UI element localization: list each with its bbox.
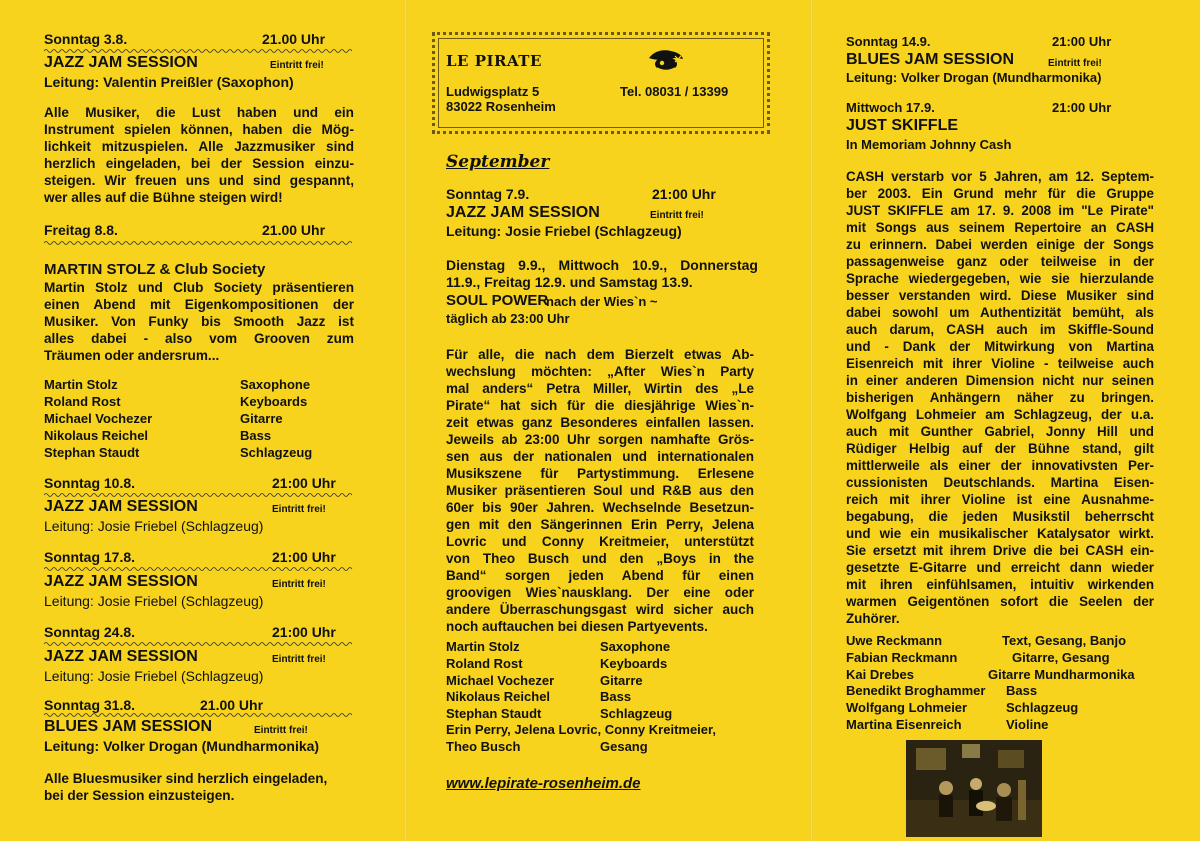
event-title: JAZZ JAM SESSION — [44, 648, 198, 665]
musician-name: Martin Stolz — [44, 377, 118, 392]
event-leader: Leitung: Josie Friebel (Schlagzeug) — [44, 593, 264, 609]
event-date: Sonntag 24.8. — [44, 624, 136, 640]
event-date: Freitag 8.8. — [44, 222, 118, 238]
pirate-logo-icon — [645, 46, 687, 74]
text-line: Musiker präsentieren Soul und R&B aus den — [446, 483, 754, 498]
text-line: Instrument spielen können, haben die Mög- — [44, 122, 354, 137]
musician-name: Michael Vochezer — [44, 411, 153, 426]
musician-name: Nikolaus Reichel — [44, 428, 149, 443]
fold-line — [404, 0, 407, 841]
event-time: 21:00 Uhr — [1052, 100, 1112, 115]
text-line: Dienstag 9.9., Mittwoch 10.9., Donnerstag — [446, 257, 758, 273]
musician-name: Stephan Staudt — [44, 445, 140, 460]
musician-instrument: Gitarre Mundharmonika — [988, 667, 1135, 682]
venue-name: LE PIRATE — [446, 52, 542, 70]
event-time: 21.00 Uhr — [262, 31, 326, 47]
event-time: 21:00 Uhr — [1052, 34, 1112, 49]
event-time: 21:00 Uhr — [652, 186, 716, 202]
musician-instrument: Gitarre — [600, 673, 643, 688]
text-line: begabung, die jeden Musikstil beherrscht — [846, 509, 1154, 524]
event-dates — [446, 257, 758, 291]
event-subtitle: nach der Wies`n ~ — [546, 294, 658, 309]
venue-box — [432, 32, 770, 134]
text-line: Wolfgang Lohmeier am Schlagzeug, der u.a. — [846, 407, 1154, 422]
text-line: Alle Musiker, die Lust haben und ein — [44, 105, 354, 120]
text-line: CASH verstarb vor 5 Jahren, am 12. Septem- — [846, 169, 1154, 184]
event-title: BLUES JAM SESSION — [846, 51, 1015, 68]
musician-instrument: Saxophone — [600, 639, 671, 654]
text-line: mittlerweile als einer der innovativsten Per- — [846, 458, 1154, 473]
event-date: Sonntag 14.9. — [846, 34, 931, 49]
singers-line: Erin Perry, Jelena Lovric, Conny Kreitmeier, — [446, 722, 716, 737]
venue-street: Ludwigsplatz 5 — [446, 84, 540, 99]
text-line: wechslung möchten: „After Wies`n Party — [446, 364, 754, 379]
text-line: warmen Geigentönen sofort die Seelen der — [846, 594, 1154, 609]
event-time: täglich ab 23:00 Uhr — [446, 311, 570, 326]
event-description — [44, 104, 354, 206]
wavy-divider — [44, 641, 354, 647]
text-line: gen mit den Sängerinnen Erin Perry, Jelena — [446, 517, 754, 532]
text-line: dabei sowohl um Authentizität bemüht, als — [846, 305, 1154, 320]
musician-name: Wolfgang Lohmeier — [846, 700, 968, 715]
text-line: passagenweise ganz oder teilweise in der — [846, 254, 1154, 269]
free-entry: Eintritt frei! — [1048, 58, 1102, 69]
musician-instrument: Gitarre, Gesang — [1012, 650, 1110, 665]
text-line: noch auftauchen bei diesen Partyevents. — [446, 619, 708, 634]
event-time: 21.00 Uhr — [262, 222, 326, 238]
musician-name: Benedikt Broghammer — [846, 683, 986, 698]
event-title: JAZZ JAM SESSION — [446, 204, 600, 221]
event-leader: Leitung: Josie Friebel (Schlagzeug) — [446, 223, 682, 239]
fold-line — [810, 0, 813, 841]
text-line: und wie ein musikalischer Katalysator wirkt. — [846, 526, 1154, 541]
event-leader: Leitung: Volker Drogan (Mundharmonika) — [44, 738, 320, 754]
event-time: 21:00 Uhr — [272, 549, 336, 565]
text-line: von Theo Busch und den „Boys in the — [446, 551, 754, 566]
event-description — [44, 770, 364, 804]
free-entry: Eintritt frei! — [272, 654, 326, 665]
text-line: zu erinnern. Dabei werden einige der Songs — [846, 237, 1154, 252]
text-line: steigen. Wir freuen uns und sind gespannt, — [44, 173, 354, 188]
musician-instrument: Keyboards — [240, 394, 308, 409]
musician-name: Fabian Reckmann — [846, 650, 958, 665]
text-line: Für alle, die nach dem Bierzelt etwas Ab- — [446, 347, 754, 362]
venue-phone: Tel. 08031 / 13399 — [620, 84, 729, 99]
event-title: JAZZ JAM SESSION — [44, 54, 198, 71]
text-line: herzlich eingeladen, bei der Session einzu- — [44, 156, 354, 171]
text-line: andere Überraschungsgast wird sicher auch — [446, 602, 754, 617]
text-line: mit Songs aus seinem Repertoire an CASH — [846, 220, 1154, 235]
musician-name: Roland Rost — [44, 394, 121, 409]
event-description — [44, 279, 354, 364]
musician-name: Nikolaus Reichel — [446, 689, 551, 704]
musician-instrument: Text, Gesang, Banjo — [1002, 633, 1127, 648]
musician-name: Kai Drebes — [846, 667, 914, 682]
event-description — [446, 346, 754, 635]
event-title: JAZZ JAM SESSION — [44, 498, 198, 515]
text-line: 11.9., Freitag 12.9. und Samstag 13.9. — [446, 274, 693, 290]
free-entry: Eintritt frei! — [272, 504, 326, 515]
musician-instrument: Saxophone — [240, 377, 311, 392]
event-date: Sonntag 7.9. — [446, 186, 530, 202]
band-photo — [906, 740, 1042, 837]
event-title: MARTIN STOLZ & Club Society — [44, 261, 266, 278]
musician-name: Roland Rost — [446, 656, 523, 671]
text-line: cussionisten Deutschlands. Martina Eisen- — [846, 475, 1154, 490]
text-line: in einer anderen Dimension nicht nur seinen — [846, 373, 1154, 388]
text-line: Sprache wiedergegeben, wie sie hierzulande — [846, 271, 1154, 286]
text-line: Träumen oder andersrum... — [44, 348, 220, 363]
musician-name: Martina Eisenreich — [846, 717, 962, 732]
text-line: Rüdiger Helbig auf der Bühne stand, gilt — [846, 441, 1154, 456]
musician-name: Uwe Reckmann — [846, 633, 943, 648]
event-date: Sonntag 31.8. — [44, 697, 136, 713]
wavy-divider — [44, 566, 354, 572]
text-line: groovigen Wies`nausklang. Der eine oder — [446, 585, 754, 600]
event-leader: Leitung: Valentin Preißler (Saxophon) — [44, 74, 294, 90]
event-title: JUST SKIFFLE — [846, 117, 959, 134]
event-subtitle: In Memoriam Johnny Cash — [846, 137, 1012, 152]
event-date: Sonntag 10.8. — [44, 475, 136, 491]
event-time: 21.00 Uhr — [200, 697, 264, 713]
event-leader: Leitung: Volker Drogan (Mundharmonika) — [846, 70, 1102, 85]
event-leader: Leitung: Josie Friebel (Schlagzeug) — [44, 518, 264, 534]
text-line: 60er bis 90er Jahren. Wechselnde Besetzun- — [446, 500, 754, 515]
musician-instrument: Bass — [240, 428, 272, 443]
musician-instrument: Gitarre — [240, 411, 283, 426]
event-leader: Leitung: Josie Friebel (Schlagzeug) — [44, 668, 264, 684]
text-line: Eisenreich mit ihrer Violine - teilweise auch — [846, 356, 1154, 371]
text-line: wer alles auf die Bühne steigen wird! — [44, 190, 283, 205]
musician-name: Martin Stolz — [446, 639, 520, 654]
text-line: auch mit Gunther Gabriel, Jonny Hill und — [846, 424, 1154, 439]
event-description — [846, 168, 1154, 627]
text-line: alles dabei - also vom Grooven zum — [44, 331, 354, 346]
text-line: sen aus der nationalen und internationalen — [446, 449, 754, 464]
text-line: Jeweils ab 23:00 Uhr sorgen namhafte Grös- — [446, 432, 754, 447]
musician-instrument: Schlagzeug — [240, 445, 313, 460]
text-line: Alle Bluesmusiker sind herzlich eingeladen, — [44, 771, 328, 786]
text-line: reich mit ihrer Violine ist eine Ausnahme- — [846, 492, 1154, 507]
musician-instrument: Bass — [1006, 683, 1038, 698]
text-line: Musiker. Von Funky bis Smooth Jazz ist — [44, 314, 354, 329]
free-entry: Eintritt frei! — [650, 210, 704, 221]
text-line: einen Abend mit Eigenkompositionen der — [44, 297, 354, 312]
text-line: Band“ sorgen jeden Abend für einen — [446, 568, 754, 583]
venue-city: 83022 Rosenheim — [446, 99, 556, 114]
text-line: Zuhörer. — [846, 611, 900, 626]
event-title: SOUL POWER — [446, 292, 549, 309]
musician-instrument: Schlagzeug — [1006, 700, 1079, 715]
text-line: gesetzte E-Gitarre und erreicht dann wieder — [846, 560, 1154, 575]
musician-name: Michael Vochezer — [446, 673, 555, 688]
text-line: lichkeit mitzuspielen. Alle Jazzmusiker sind — [44, 139, 354, 154]
text-line: zeit etwas ganz Besonderes einfallen lassen. — [446, 415, 754, 430]
musician-name: Stephan Staudt — [446, 706, 542, 721]
musician-instrument: Schlagzeug — [600, 706, 673, 721]
text-line: und - Dank der Mitwirkung von Martina — [846, 339, 1154, 354]
musician-instrument: Bass — [600, 689, 632, 704]
text-line: mit ihren einfühlsamen, intuitiv wirkenden — [846, 577, 1154, 592]
text-line: Lovric und Conny Kreitmeier, unterstützt — [446, 534, 754, 549]
website-link[interactable]: www.lepirate-rosenheim.de — [446, 775, 641, 792]
text-line: JUST SKIFFLE am 17. 9. 2008 im "Le Pirate" — [846, 203, 1154, 218]
text-line: besser verstanden wird. Diese Musiker sind — [846, 288, 1154, 303]
musician-instrument: Violine — [1006, 717, 1049, 732]
text-line: bisherigen Anhängern näher zu bringen. — [846, 390, 1154, 405]
free-entry: Eintritt frei! — [270, 60, 324, 71]
text-line: Martin Stolz und Club Society präsentieren — [44, 280, 354, 295]
month-heading: September — [446, 152, 550, 172]
text-line: Musikszene für Partystimmung. Erlesene — [446, 466, 754, 481]
text-line: bei der Session einzusteigen. — [44, 788, 235, 803]
musician-instrument: Gesang — [600, 739, 648, 754]
text-line: ber 2003. Ein Grund mehr für die Gruppe — [846, 186, 1154, 201]
free-entry: Eintritt frei! — [272, 579, 326, 590]
event-title: BLUES JAM SESSION — [44, 718, 213, 735]
musician-instrument: Keyboards — [600, 656, 668, 671]
free-entry: Eintritt frei! — [254, 725, 308, 736]
event-time: 21:00 Uhr — [272, 475, 336, 491]
text-line: Pirate“ hat sich für die diesjährige Wies`n- — [446, 398, 754, 413]
event-date: Sonntag 17.8. — [44, 549, 136, 565]
event-title: JAZZ JAM SESSION — [44, 573, 198, 590]
concert-photo-image — [906, 740, 1042, 837]
text-line: mal anders“ Petra Miller, Wirtin des „Le — [446, 381, 754, 396]
text-line: Sie ersetzt mit ihrem Drive die bei CASH ein- — [846, 543, 1154, 558]
wavy-divider — [44, 240, 354, 246]
text-line: auch darum, CASH auch im Skiffle-Sound — [846, 322, 1154, 337]
event-date: Mittwoch 17.9. — [846, 100, 935, 115]
event-date: Sonntag 3.8. — [44, 31, 128, 47]
musician-name: Theo Busch — [446, 739, 521, 754]
event-time: 21:00 Uhr — [272, 624, 336, 640]
